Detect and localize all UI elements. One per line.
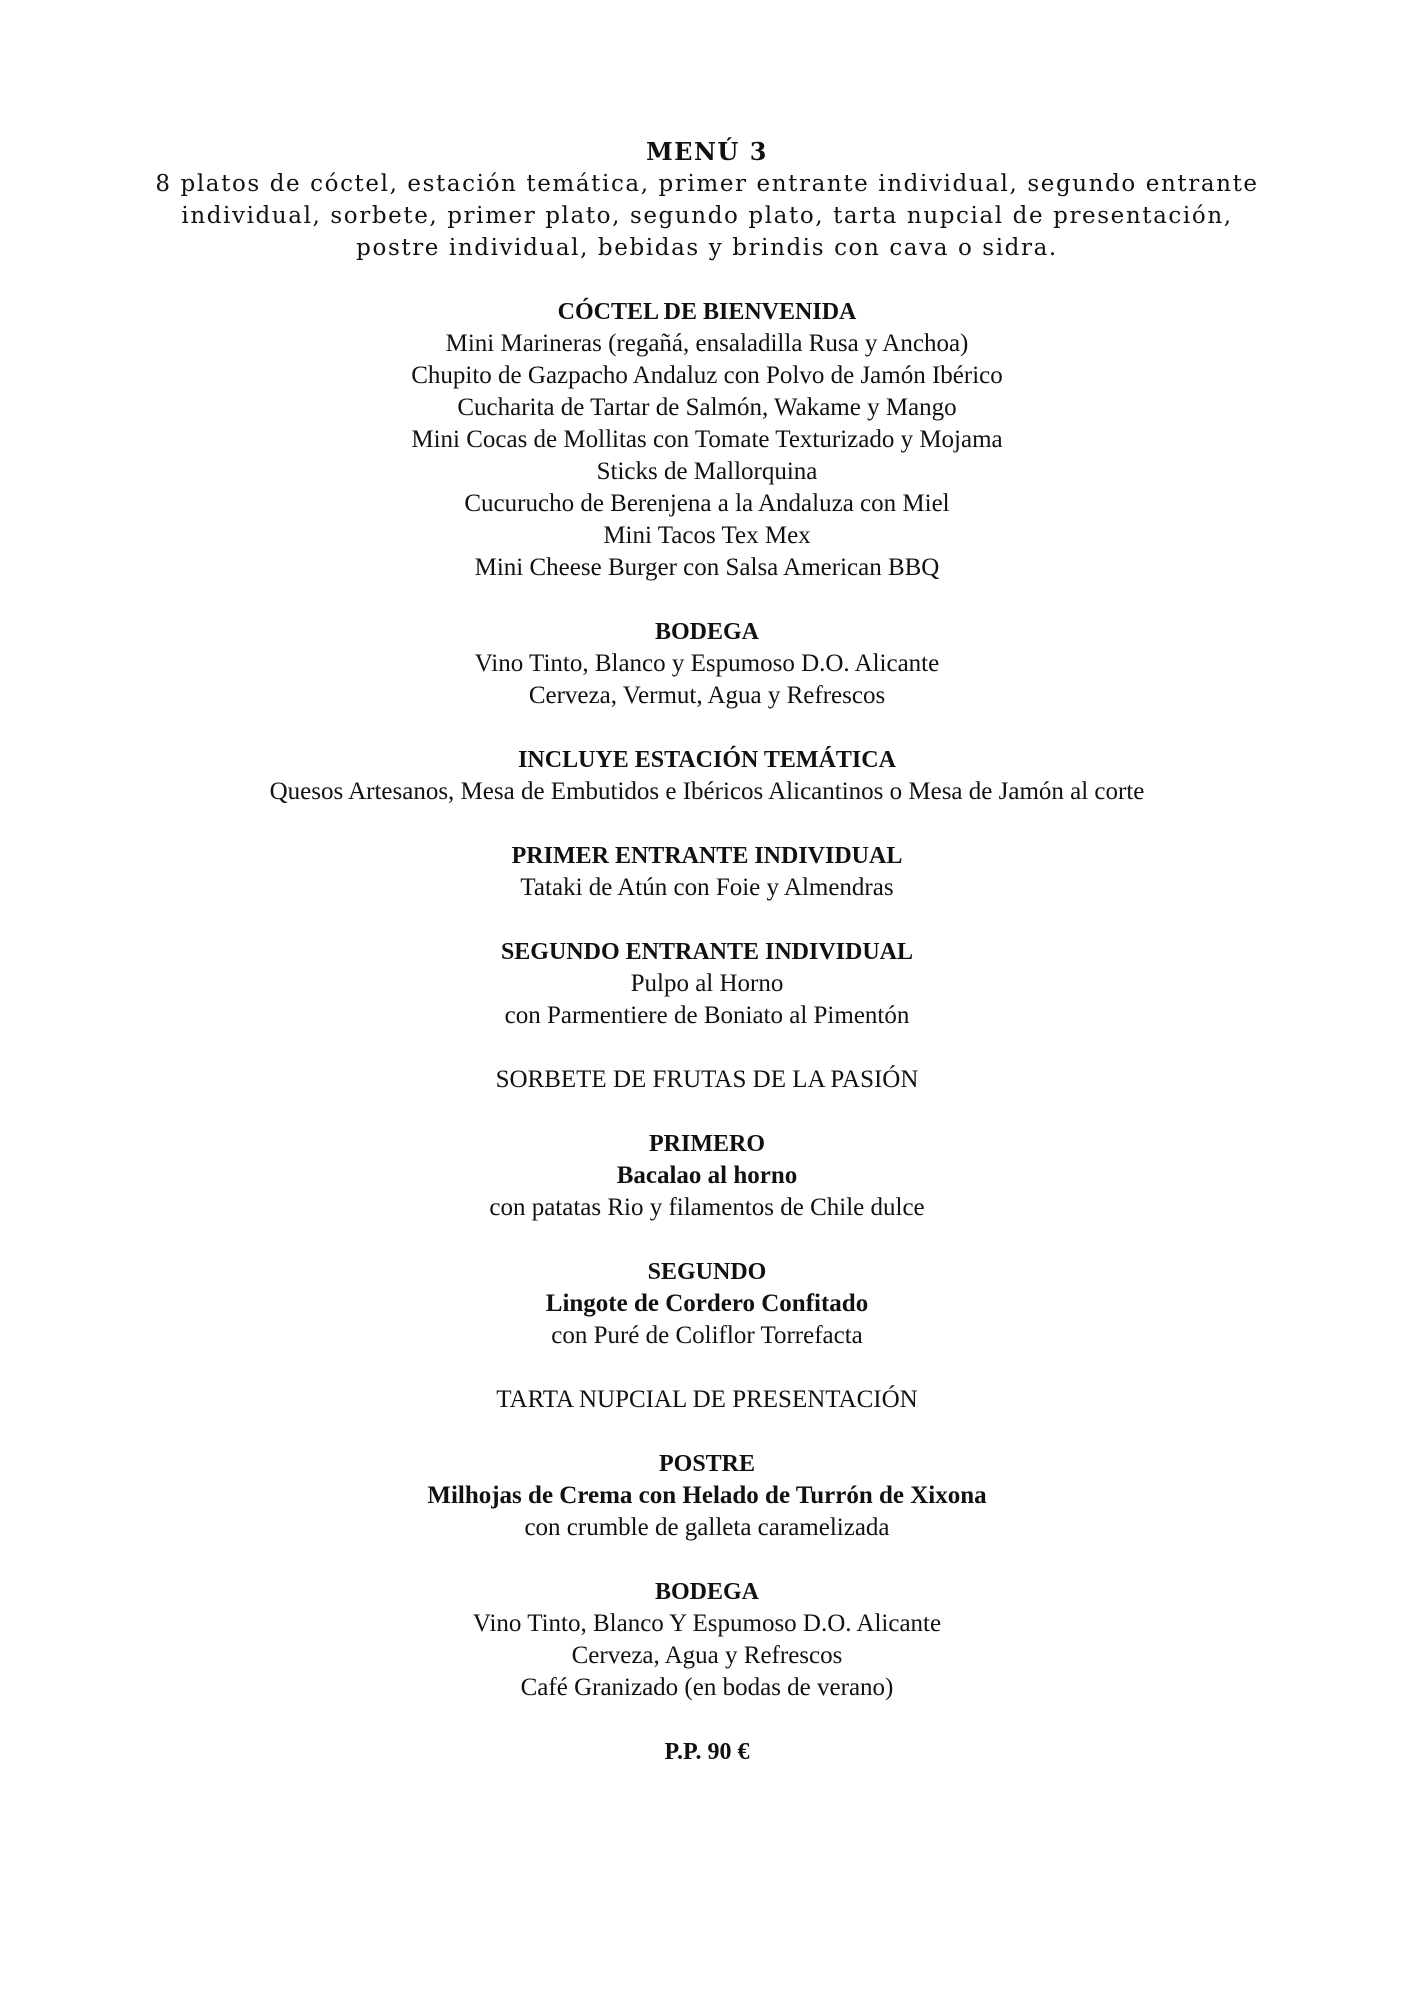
- section-bodega: [0, 616, 1414, 712]
- section-tarta: [0, 1384, 1414, 1416]
- menu-header: [0, 136, 1414, 264]
- dish-name: Lingote de Cordero Confitado: [545, 1290, 869, 1317]
- price-label: P.P. 90 €: [664, 1739, 750, 1765]
- section-heading: BODEGA: [654, 1579, 759, 1605]
- section-coctel: [0, 296, 1414, 584]
- section-postre: [0, 1448, 1414, 1544]
- tarta-line: TARTA NUPCIAL DE PRESENTACIÓN: [496, 1386, 918, 1413]
- section-heading: PRIMERO: [649, 1131, 765, 1157]
- sorbete-line: SORBETE DE FRUTAS DE LA PASIÓN: [495, 1066, 919, 1093]
- section-bodega-final: [0, 1576, 1414, 1704]
- menu-page: [0, 136, 1414, 1768]
- dish-detail: con crumble de galleta caramelizada: [524, 1514, 890, 1541]
- list-item: Cerveza, Vermut, Agua y Refrescos: [528, 682, 886, 709]
- dish-detail: con patatas Rio y filamentos de Chile dulce: [489, 1194, 925, 1221]
- section-heading: BODEGA: [654, 619, 759, 645]
- section-heading: POSTRE: [658, 1451, 756, 1477]
- section-heading: SEGUNDO: [647, 1259, 767, 1285]
- dish-name: Milhojas de Crema con Helado de Turrón de Xixona: [427, 1482, 987, 1509]
- menu-title: MENÚ 3: [646, 137, 768, 166]
- dish-detail: con Puré de Coliflor Torrefacta: [551, 1322, 863, 1349]
- list-item: Mini Marineras (regañá, ensaladilla Rusa y Anchoa): [445, 330, 969, 357]
- dish-name: Bacalao al horno: [616, 1162, 798, 1189]
- section-heading: PRIMER ENTRANTE INDIVIDUAL: [511, 843, 903, 869]
- section-sorbete: [0, 1064, 1414, 1096]
- menu-intro: 8 platos de cóctel, estación temática, primer entrante individual, segundo entrante individual, sorbete, primer plato, segundo plato, tarta nupcial de presentación, postre individual, bebidas y brindis con cava o sidra.: [155, 171, 1259, 261]
- list-item: Mini Tacos Tex Mex: [603, 522, 811, 549]
- list-item: Tataki de Atún con Foie y Almendras: [520, 874, 894, 901]
- list-item: Sticks de Mallorquina: [596, 458, 818, 485]
- section-heading: INCLUYE ESTACIÓN TEMÁTICA: [518, 747, 896, 773]
- list-item: Vino Tinto, Blanco y Espumoso D.O. Alicante: [474, 650, 940, 677]
- list-item: Chupito de Gazpacho Andaluz con Polvo de Jamón Ibérico: [411, 362, 1003, 389]
- list-item: Cerveza, Agua y Refrescos: [571, 1642, 843, 1669]
- section-primer-entrante: [0, 840, 1414, 904]
- section-primero: [0, 1128, 1414, 1224]
- list-item: Quesos Artesanos, Mesa de Embutidos e Ibéricos Alicantinos o Mesa de Jamón al corte: [269, 778, 1145, 805]
- list-item: Pulpo al Horno: [630, 970, 784, 997]
- list-item: Mini Cheese Burger con Salsa American BBQ: [474, 554, 940, 581]
- section-segundo-entrante: [0, 936, 1414, 1032]
- list-item: Mini Cocas de Mollitas con Tomate Texturizado y Mojama: [411, 426, 1003, 453]
- section-heading: CÓCTEL DE BIENVENIDA: [557, 299, 857, 325]
- section-estacion-tematica: [0, 744, 1414, 808]
- section-heading: SEGUNDO ENTRANTE INDIVIDUAL: [500, 939, 914, 965]
- list-item: Cucharita de Tartar de Salmón, Wakame y Mango: [457, 394, 957, 421]
- list-item: Cucurucho de Berenjena a la Andaluza con Miel: [464, 490, 950, 517]
- list-item: Café Granizado (en bodas de verano): [520, 1674, 894, 1701]
- section-price: [0, 1736, 1414, 1768]
- section-segundo: [0, 1256, 1414, 1352]
- list-item: Vino Tinto, Blanco Y Espumoso D.O. Alicante: [472, 1610, 942, 1637]
- list-item: con Parmentiere de Boniato al Pimentón: [504, 1002, 910, 1029]
